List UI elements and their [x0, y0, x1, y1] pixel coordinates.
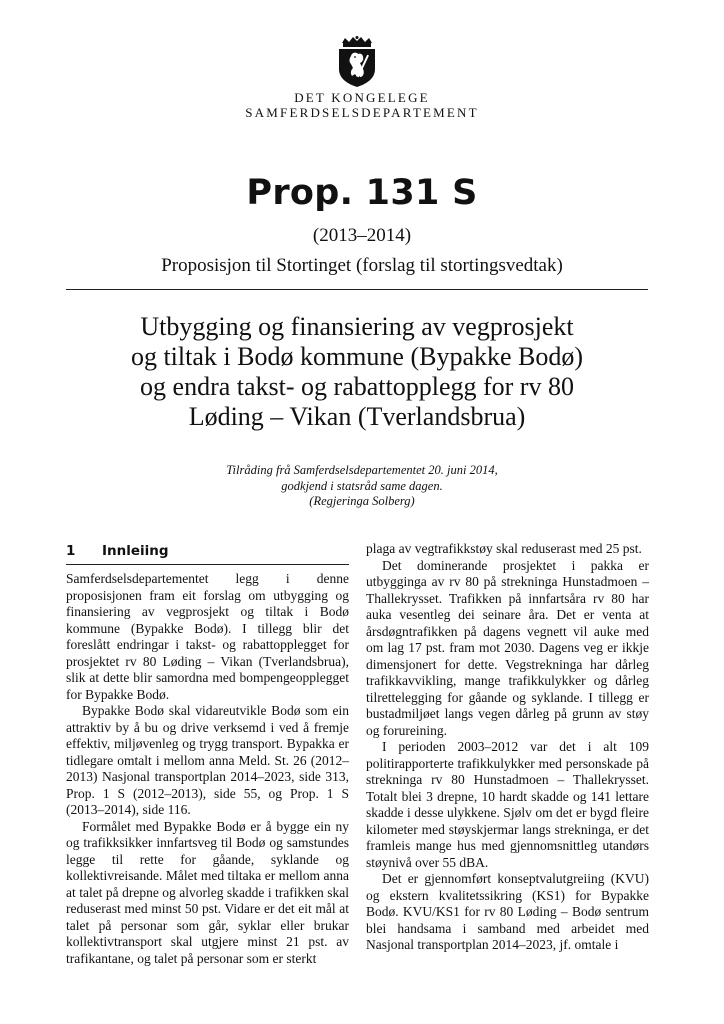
divider	[66, 289, 648, 290]
paragraph: Det er gjennomført konseptvalutgreiing (KVU) og ekstern kvalitetssikring (KS1) for Bypakke Bodø. KVU/KS1 for rv 80 Løding – Bodø sentrum blei handsama i samband med arbeidet med Nasjonal transportplan 2014–2023, jf. omtale i	[366, 871, 649, 952]
proposition-number: Prop. 131 S	[246, 173, 478, 213]
recommendation-line: godkjend i statsråd same dagen.	[281, 478, 443, 493]
title-line: og endra takst- og rabattopplegg for rv 80	[140, 372, 574, 401]
right-column	[366, 541, 649, 954]
paragraph: I perioden 2003–2012 var det i alt 109 politirapporterte trafikkulykker med personskade på strekninga rv 80 Hunstadmoen – Thallekrysset. Totalt blei 3 drepne, 10 hardt skadde og 141 lettare skadde i desse ulykkene. Sjølv om det er bygd fleire kilometer med støyskjermar langs strekninga, er det framleis mange hus med gjennomsnittleg utandørs støynivå over 55 dBA.	[366, 739, 649, 870]
document-title	[66, 312, 648, 432]
section-heading	[66, 543, 349, 565]
paragraph: plaga av vegtrafikkstøy skal reduserast med 25 pst.	[366, 541, 642, 556]
proposition-subtitle: Proposisjon til Stortinget (forslag til stortingsvedtak)	[161, 255, 563, 276]
paragraph: Formålet med Bypakke Bodø er å bygge ein ny og trafikksikker innfartsveg til Bodø og samstundes legge til rette for gåande, syklande og kollektivreisande. Målet med tiltaka er mellom anna at talet på drepne og alvorleg skadde i trafikken skal reduserast med minst 50 pst. Vidare er det eit mål at talet på personar som går, syklar eller brukar kollektivtransport skal utgjere minst 21 pst. av trafikantane, og talet på personar som er sterkt	[66, 818, 349, 966]
department-name-line1: DET KONGELEGE	[294, 90, 430, 105]
section-title: Innleiing	[102, 543, 169, 559]
session-years: (2013–2014)	[312, 225, 412, 246]
department-name-line2: SAMFERDSELSDEPARTEMENT	[245, 105, 479, 120]
section-number: 1	[66, 543, 76, 559]
left-column	[66, 543, 349, 967]
recommendation-line: (Regjeringa Solberg)	[309, 494, 415, 508]
paragraph: Bypakke Bodø skal vidareutvikle Bodø som ein attraktiv by å bu og drive verksemd i ved å fremje effektiv, miljøvenleg og trygg transport. Bypakka er tidlegare omtalt i mellom anna Meld. St. 26 (2012–2013) Nasjonal transportplan 2014–2023, side 313, Prop. 1 S (2012–2013), side 55, og Prop. 1 S (2013–2014), side 116.	[66, 703, 349, 817]
norwegian-coat-of-arms-icon	[332, 36, 382, 88]
title-line: Utbygging og finansiering av vegprosjekt	[140, 312, 574, 341]
title-line: og tiltak i Bodø kommune (Bypakke Bodø)	[130, 342, 584, 371]
paragraph: Det dominerande prosjektet i pakka er utbygginga av rv 80 på strekninga Hunstadmoen – Thallekrysset. Trafikken på innfartsåra rv 80 har auka vesentleg dei seinare åra. Det er venta at årsdøgntrafikken på dagens vegnett vil auke med om lag 17 pst. fram mot 2030. Dagens veg er ikkje dimensjonert for dette. Vegstrekninga har dårleg trafikkavvikling, mange trafikkulykker og dårleg tilrettelegging for gåande og syklande. I tillegg er bustadmiljøet langs vegen dårleg på grunn av støy og forureining.	[366, 557, 649, 738]
recommendation-note	[0, 463, 724, 510]
recommendation-line: Tilråding frå Samferdselsdepartementet 20. juni 2014,	[226, 463, 498, 477]
title-line: Løding – Vikan (Tverlandsbrua)	[188, 402, 526, 431]
paragraph: Samferdselsdepartementet legg i denne proposisjonen fram eit forslag om utbygging og finansiering av vegprosjekt og tiltak i Bodø kommune (Bypakke Bodø). I tillegg blir det foreslått endringar i takst- og rabattopplegget for prosjektet rv 80 Løding – Vikan (Tverlandsbrua), slik at dette blir samordna med bompengeopplegget for Bypakke Bodø.	[66, 571, 349, 702]
